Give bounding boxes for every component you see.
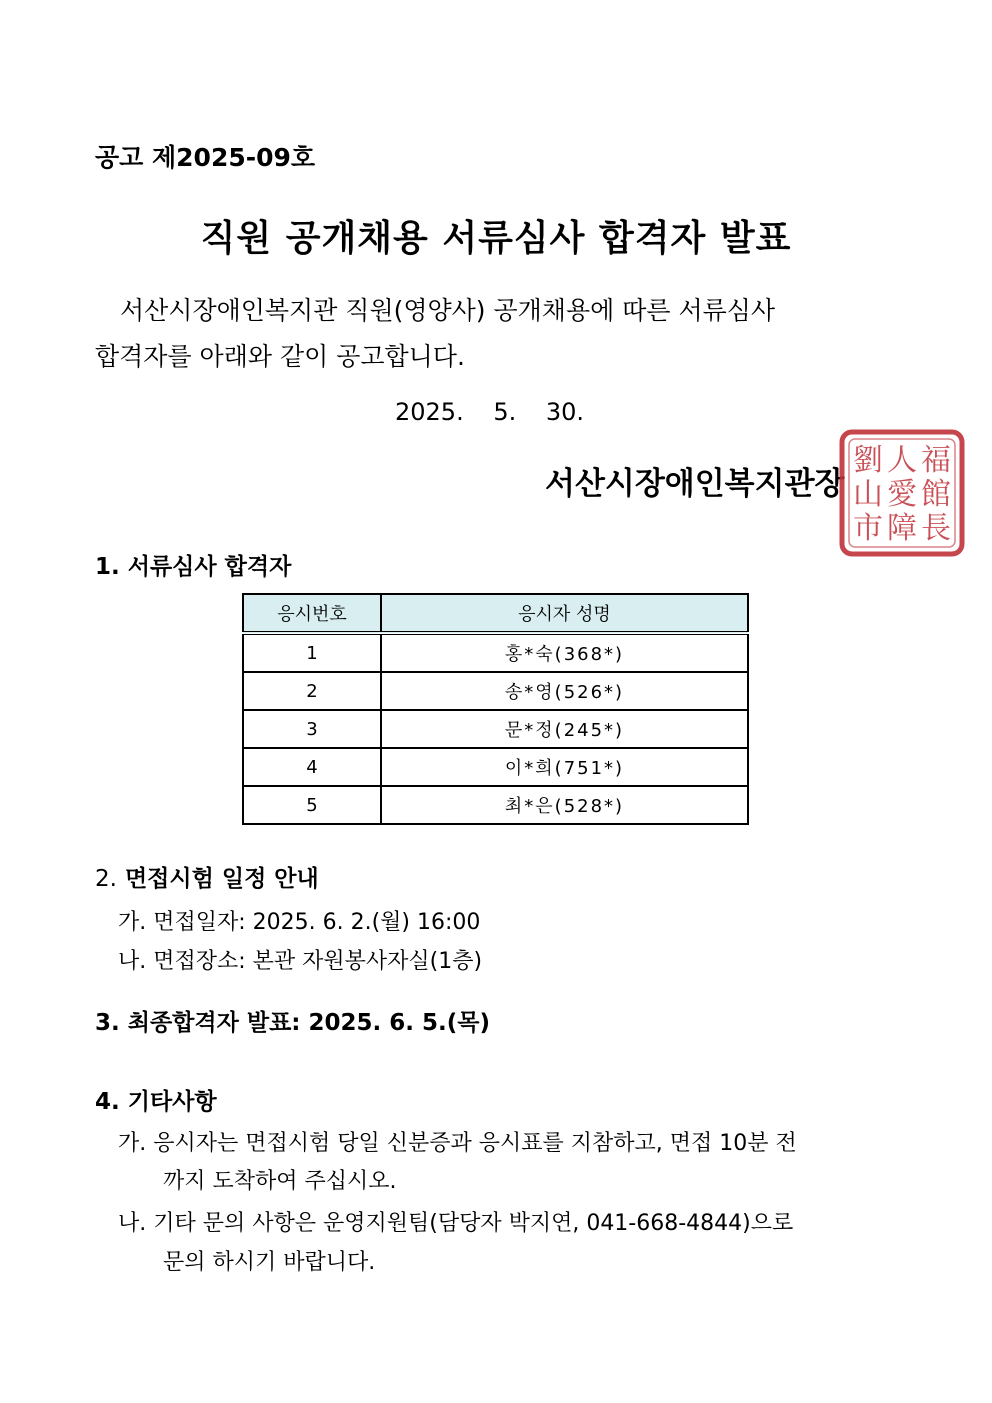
other-item-2-line-2: 문의 하시기 바랍니다. (163, 1250, 376, 1275)
intro-line-2: 합격자를 아래와 같이 공고합니다. (95, 342, 465, 371)
results-table (242, 593, 749, 825)
table-header-row (243, 594, 748, 633)
applicant-name: 문*정(245*) (381, 710, 748, 748)
column-header-name: 응시자 성명 (381, 594, 748, 633)
official-seal-icon (838, 428, 966, 558)
other-item-1-line-2: 까지 도착하여 주십시오. (163, 1169, 397, 1194)
seal-glyph: 市 (853, 511, 883, 546)
section-2-title: 면접시험 일정 안내 (124, 866, 319, 892)
notice-number: 공고 제2025-09호 (95, 143, 316, 172)
section-2-heading (95, 860, 319, 893)
other-item-2-line-1: 나. 기타 문의 사항은 운영지원팀(담당자 박지연, 041-668-4844)으로 (118, 1211, 794, 1236)
applicant-number: 1 (243, 633, 381, 672)
seal-glyph: 劉 (853, 443, 883, 478)
applicant-name: 최*은(528*) (381, 786, 748, 824)
seal-glyph: 館 (921, 477, 951, 512)
table-row (243, 633, 748, 672)
table-row (243, 710, 748, 748)
section-3-heading: 3. 최종합격자 발표: 2025. 6. 5.(목) (95, 1010, 490, 1036)
notice-date: 2025. 5. 30. (395, 398, 585, 426)
seal-glyph: 障 (887, 511, 917, 546)
table-row (243, 672, 748, 710)
table-row (243, 748, 748, 786)
seal-glyph: 愛 (887, 477, 917, 512)
table-row (243, 786, 748, 824)
applicant-name: 이*희(751*) (381, 748, 748, 786)
seal-glyph: 福 (921, 443, 951, 478)
intro-line-1: 서산시장애인복지관 직원(영양사) 공개채용에 따른 서류심사 (120, 296, 776, 325)
seal-glyph: 山 (853, 477, 883, 512)
section-1-heading: 1. 서류심사 합격자 (95, 554, 292, 580)
other-item-1-line-1: 가. 응시자는 면접시험 당일 신분증과 응시표를 지참하고, 면접 10분 전 (118, 1131, 797, 1156)
column-header-number: 응시번호 (243, 594, 381, 633)
page-title: 직원 공개채용 서류심사 합격자 발표 (200, 218, 792, 259)
applicant-number: 5 (243, 786, 381, 824)
applicant-number: 3 (243, 710, 381, 748)
applicant-number: 2 (243, 672, 381, 710)
intro-paragraph (95, 288, 895, 380)
applicant-name: 홍*숙(368*) (381, 633, 748, 672)
applicant-number: 4 (243, 748, 381, 786)
organization-name: 서산시장애인복지관장 (545, 466, 845, 502)
applicant-name: 송*영(526*) (381, 672, 748, 710)
seal-glyph: 人 (887, 443, 917, 478)
section-4-heading: 4. 기타사항 (95, 1089, 217, 1115)
interview-date-item: 가. 면접일자: 2025. 6. 2.(월) 16:00 (118, 910, 481, 935)
seal-glyph: 長 (921, 511, 951, 546)
section-2-number: 2. (95, 866, 117, 892)
interview-location-item: 나. 면접장소: 본관 자원봉사자실(1층) (118, 949, 483, 974)
